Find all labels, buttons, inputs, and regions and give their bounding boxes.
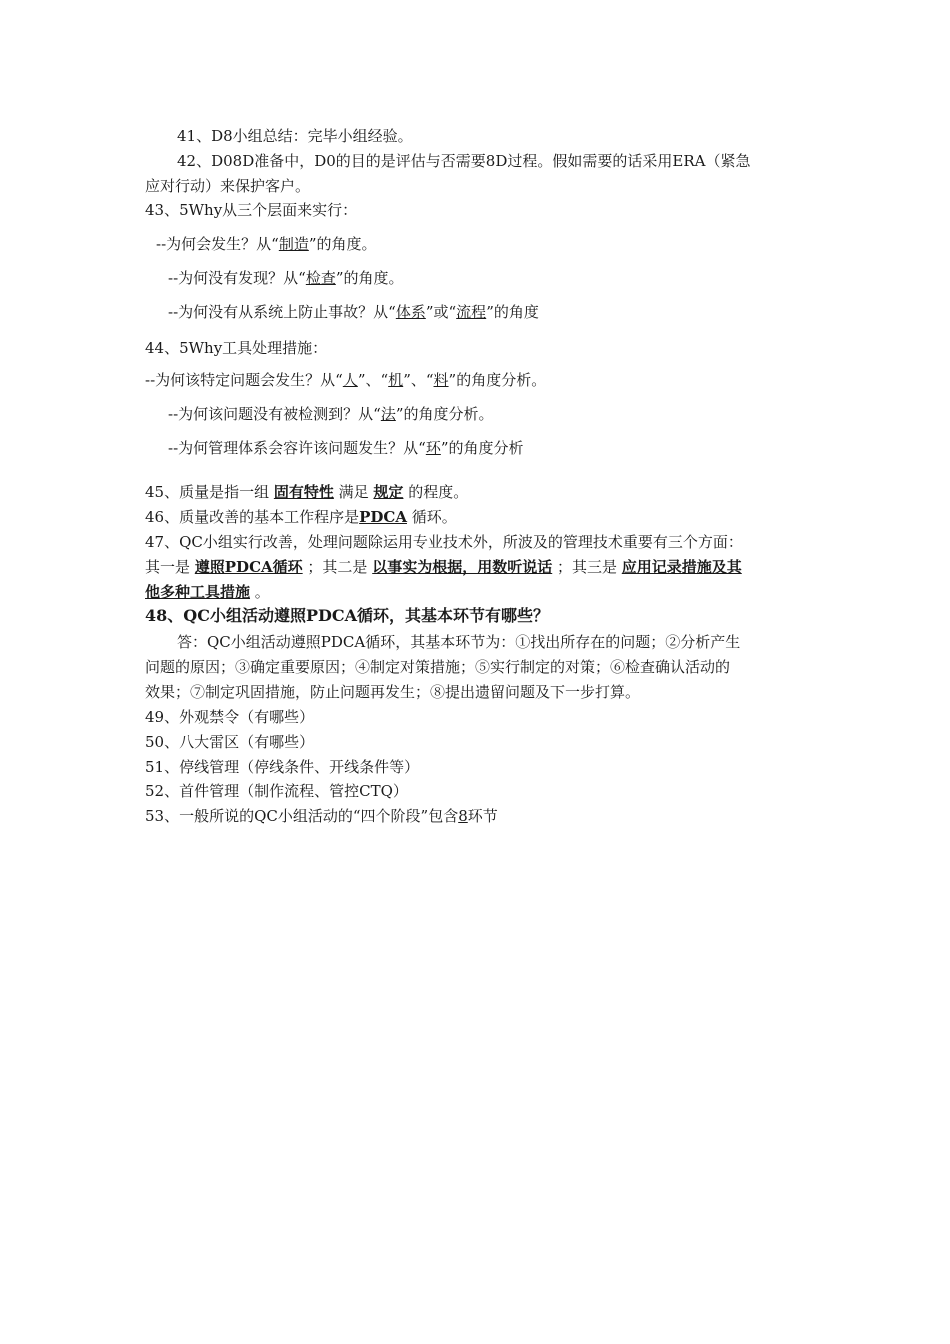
underlined-answer: 以事实为根据，用数听说话 <box>372 558 553 576</box>
underlined-answer: 8 <box>458 807 468 825</box>
item-49: 49、外观禁令（有哪些） <box>145 708 315 726</box>
underlined-answer: 他多种工具措施 <box>145 583 251 601</box>
underlined-answer: 环 <box>425 439 441 457</box>
item-46: 46、质量改善的基本工作程序是PDCA 循环。 <box>145 508 457 526</box>
underlined-answer: 检查 <box>305 269 336 287</box>
underlined-answer: 遵照PDCA循环 <box>194 558 303 576</box>
item-47-line2: 其一是 遵照PDCA循环 ；其二是 以事实为根据，用数听说话 ；其三是 应用记录措施及其 <box>145 558 742 576</box>
item-53: 53、一般所说的QC小组活动的“四个阶段”包含8环节 <box>145 807 498 825</box>
underlined-answer: PDCA <box>359 508 407 526</box>
underlined-answer: 料 <box>433 371 449 389</box>
item-45: 45、质量是指一组 固有特性 满足 规定 的程度。 <box>145 483 469 501</box>
item-44-point-1: --为何该特定问题会发生？从“人”、“机”、“料”的角度分析。 <box>145 371 547 389</box>
item-48-answer-line2: 问题的原因；③确定重要原因；④制定对策措施；⑤实行制定的对策；⑥检查确认活动的 <box>145 658 731 676</box>
underlined-answer: 规定 <box>373 483 404 501</box>
underlined-answer: 机 <box>388 371 404 389</box>
item-42-line1: 42、D08D准备中，D0的目的是评估与否需要8D过程。假如需要的话采用ERA（紧急 <box>177 152 751 170</box>
underlined-answer: 应用记录措施及其 <box>621 558 742 576</box>
item-43-point-2: --为何没有发现？从“检查”的角度。 <box>168 269 404 287</box>
item-51: 51、停线管理（停线条件、开线条件等） <box>145 758 420 776</box>
item-43-heading: 43、5Why从三个层面来实行： <box>145 201 358 219</box>
item-47-line3: 他多种工具措施 。 <box>145 583 270 601</box>
item-43-point-1: --为何会发生？从“制造”的角度。 <box>156 235 377 253</box>
underlined-answer: 固有特性 <box>273 483 334 501</box>
item-42-line2: 应对行动）来保护客户。 <box>145 177 311 195</box>
underlined-answer: 流程 <box>456 303 487 321</box>
item-44-heading: 44、5Why工具处理措施： <box>145 339 328 357</box>
item-48-answer-line3: 效果；⑦制定巩固措施，防止问题再发生；⑧提出遗留问题及下一步打算。 <box>145 683 641 701</box>
item-44-point-2: --为何该问题没有被检测到？从“法”的角度分析。 <box>168 405 494 423</box>
item-41: 41、D8小组总结：完毕小组经验。 <box>177 127 413 145</box>
item-47-line1: 47、QC小组实行改善，处理问题除运用专业技术外，所波及的管理技术重要有三个方面： <box>145 533 743 551</box>
item-48-question: 48、QC小组活动遵照PDCA循环，其基本环节有哪些？ <box>145 606 549 625</box>
item-50: 50、八大雷区（有哪些） <box>145 733 315 751</box>
item-48-answer-line1: 答：QC小组活动遵照PDCA循环，其基本环节为：①找出所存在的问题；②分析产生 <box>177 633 741 651</box>
item-43-point-3: --为何没有从系统上防止事故？从“体系”或“流程”的角度 <box>168 303 539 321</box>
item-52: 52、首件管理（制作流程、管控CTQ） <box>145 782 408 800</box>
underlined-answer: 法 <box>380 405 396 423</box>
underlined-answer: 制造 <box>278 235 309 253</box>
underlined-answer: 人 <box>342 371 358 389</box>
underlined-answer: 体系 <box>395 303 426 321</box>
item-44-point-3: --为何管理体系会容许该问题发生？从“环”的角度分析 <box>168 439 524 457</box>
